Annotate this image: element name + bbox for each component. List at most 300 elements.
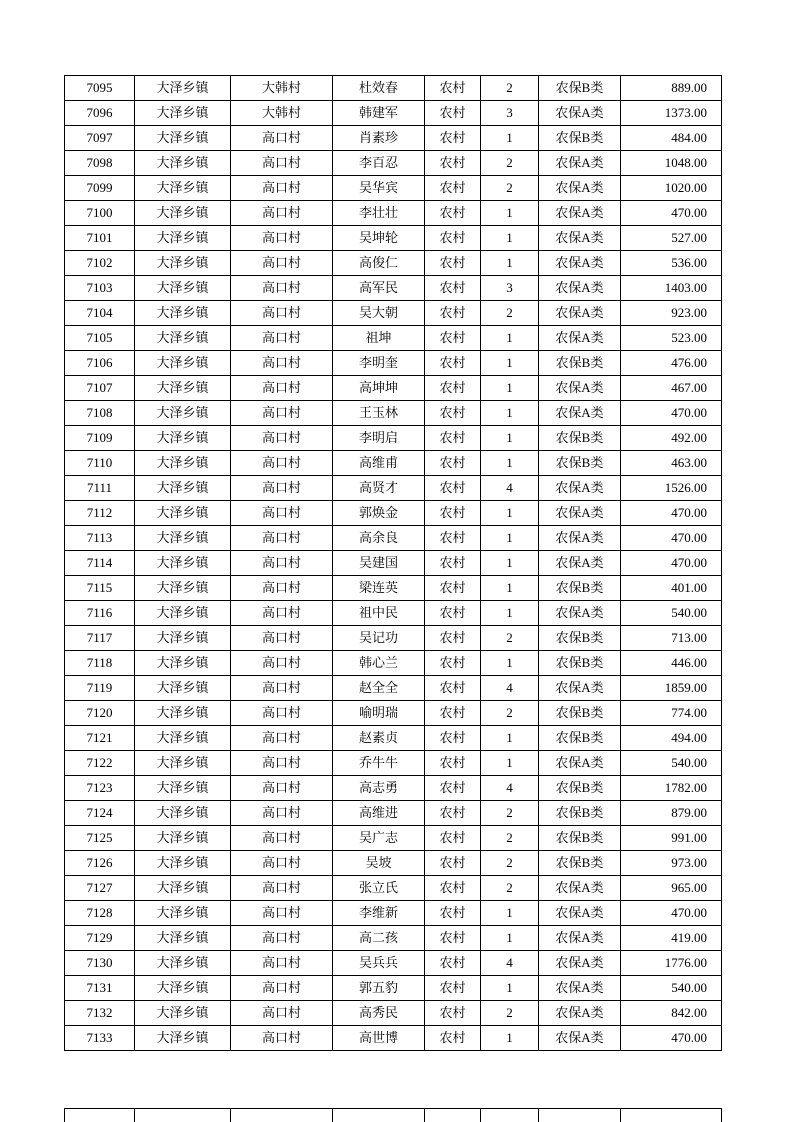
cell-amount: 540.00	[621, 751, 722, 776]
cell-type: 农村	[425, 901, 481, 926]
cell-town: 大泽乡镇	[135, 576, 231, 601]
cell-amount: 527.00	[621, 226, 722, 251]
cell-type: 农村	[425, 1001, 481, 1026]
cell-category: 农保B类	[539, 651, 621, 676]
cell-id: 7126	[65, 851, 135, 876]
cell-category: 农保A类	[539, 401, 621, 426]
table-row	[65, 701, 722, 726]
cell-town: 大泽乡镇	[135, 451, 231, 476]
cell-count: 3	[481, 101, 539, 126]
cell-village: 高口村	[231, 151, 333, 176]
cell-name: 吴坡	[333, 851, 425, 876]
cell-town: 大泽乡镇	[135, 926, 231, 951]
cell-count: 1	[481, 651, 539, 676]
cell-category: 农保B类	[539, 426, 621, 451]
cell-type: 农村	[425, 301, 481, 326]
cell-village: 高口村	[231, 776, 333, 801]
cell-amount: 446.00	[621, 651, 722, 676]
cell-name: 吴记功	[333, 626, 425, 651]
cell-count: 1	[481, 401, 539, 426]
cell-id: 7123	[65, 776, 135, 801]
cell-town: 大泽乡镇	[135, 476, 231, 501]
cell-id: 7111	[65, 476, 135, 501]
cell-count: 1	[481, 226, 539, 251]
cell-amount: 540.00	[621, 976, 722, 1001]
table-row	[65, 126, 722, 151]
cell-id: 7117	[65, 626, 135, 651]
cell-name: 高维进	[333, 801, 425, 826]
cell-count: 2	[481, 801, 539, 826]
cell-id: 7104	[65, 301, 135, 326]
cell-name: 高世博	[333, 1026, 425, 1051]
cell-village: 高口村	[231, 1001, 333, 1026]
cell-category: 农保B类	[539, 576, 621, 601]
cell-name: 祖坤	[333, 326, 425, 351]
cell-type: 农村	[425, 351, 481, 376]
table-row	[65, 651, 722, 676]
table-row	[65, 676, 722, 701]
cell-category: 农保A类	[539, 376, 621, 401]
cell-name: 李壮壮	[333, 201, 425, 226]
table-row	[65, 976, 722, 1001]
table-row	[65, 876, 722, 901]
cell-category: 农保A类	[539, 176, 621, 201]
cell-town: 大泽乡镇	[135, 751, 231, 776]
cell-category: 农保A类	[539, 276, 621, 301]
cell-type: 农村	[425, 926, 481, 951]
cell-village: 高口村	[231, 451, 333, 476]
cell-id: 7108	[65, 401, 135, 426]
partial-cell	[65, 1109, 135, 1122]
cell-amount: 463.00	[621, 451, 722, 476]
cell-type: 农村	[425, 651, 481, 676]
table-row	[65, 826, 722, 851]
cell-count: 1	[481, 751, 539, 776]
cell-id: 7130	[65, 951, 135, 976]
cell-type: 农村	[425, 976, 481, 1001]
cell-amount: 470.00	[621, 1026, 722, 1051]
cell-village: 高口村	[231, 976, 333, 1001]
cell-town: 大泽乡镇	[135, 151, 231, 176]
partial-cell	[333, 1109, 425, 1122]
cell-amount: 923.00	[621, 301, 722, 326]
cell-name: 梁连英	[333, 576, 425, 601]
cell-category: 农保A类	[539, 926, 621, 951]
cell-amount: 1048.00	[621, 151, 722, 176]
cell-category: 农保B类	[539, 701, 621, 726]
cell-id: 7099	[65, 176, 135, 201]
cell-amount: 470.00	[621, 401, 722, 426]
partial-cell	[231, 1109, 333, 1122]
cell-town: 大泽乡镇	[135, 276, 231, 301]
cell-name: 韩建军	[333, 101, 425, 126]
cell-count: 2	[481, 851, 539, 876]
cell-type: 农村	[425, 151, 481, 176]
cell-count: 1	[481, 126, 539, 151]
cell-id: 7128	[65, 901, 135, 926]
cell-village: 高口村	[231, 176, 333, 201]
cell-town: 大泽乡镇	[135, 776, 231, 801]
cell-name: 喻明瑞	[333, 701, 425, 726]
cell-amount: 1403.00	[621, 276, 722, 301]
cell-category: 农保A类	[539, 226, 621, 251]
cell-amount: 401.00	[621, 576, 722, 601]
cell-category: 农保A类	[539, 201, 621, 226]
table-row	[65, 1001, 722, 1026]
cell-village: 高口村	[231, 726, 333, 751]
cell-count: 1	[481, 451, 539, 476]
table-row	[65, 301, 722, 326]
cell-village: 高口村	[231, 926, 333, 951]
partial-cell	[539, 1109, 621, 1122]
cell-type: 农村	[425, 951, 481, 976]
cell-count: 1	[481, 501, 539, 526]
cell-town: 大泽乡镇	[135, 501, 231, 526]
cell-count: 1	[481, 926, 539, 951]
cell-count: 1	[481, 901, 539, 926]
cell-name: 李明启	[333, 426, 425, 451]
cell-name: 王玉林	[333, 401, 425, 426]
cell-village: 高口村	[231, 226, 333, 251]
cell-name: 李明奎	[333, 351, 425, 376]
cell-amount: 523.00	[621, 326, 722, 351]
cell-type: 农村	[425, 676, 481, 701]
cell-type: 农村	[425, 326, 481, 351]
cell-id: 7102	[65, 251, 135, 276]
table-row-partial	[65, 1109, 722, 1122]
partial-cell	[425, 1109, 481, 1122]
table-row	[65, 901, 722, 926]
cell-amount: 419.00	[621, 926, 722, 951]
cell-count: 1	[481, 201, 539, 226]
cell-type: 农村	[425, 426, 481, 451]
cell-amount: 494.00	[621, 726, 722, 751]
cell-type: 农村	[425, 201, 481, 226]
cell-town: 大泽乡镇	[135, 76, 231, 101]
table-row	[65, 76, 722, 101]
cell-village: 高口村	[231, 676, 333, 701]
cell-count: 1	[481, 601, 539, 626]
cell-type: 农村	[425, 101, 481, 126]
cell-category: 农保B类	[539, 851, 621, 876]
cell-category: 农保B类	[539, 626, 621, 651]
cell-amount: 842.00	[621, 1001, 722, 1026]
cell-village: 高口村	[231, 501, 333, 526]
cell-amount: 774.00	[621, 701, 722, 726]
cell-id: 7112	[65, 501, 135, 526]
cell-count: 1	[481, 576, 539, 601]
cell-count: 2	[481, 701, 539, 726]
cell-id: 7113	[65, 526, 135, 551]
cell-count: 2	[481, 876, 539, 901]
cell-type: 农村	[425, 801, 481, 826]
cell-count: 2	[481, 826, 539, 851]
cell-id: 7109	[65, 426, 135, 451]
cell-village: 高口村	[231, 751, 333, 776]
cell-name: 赵全全	[333, 676, 425, 701]
cell-town: 大泽乡镇	[135, 526, 231, 551]
cell-count: 1	[481, 976, 539, 1001]
cell-id: 7101	[65, 226, 135, 251]
table-row	[65, 251, 722, 276]
cell-category: 农保B类	[539, 776, 621, 801]
cell-town: 大泽乡镇	[135, 301, 231, 326]
cell-count: 2	[481, 301, 539, 326]
cell-count: 2	[481, 176, 539, 201]
cell-village: 高口村	[231, 576, 333, 601]
cell-town: 大泽乡镇	[135, 426, 231, 451]
cell-count: 1	[481, 351, 539, 376]
cell-id: 7119	[65, 676, 135, 701]
table-row	[65, 176, 722, 201]
table-row	[65, 951, 722, 976]
table-row	[65, 401, 722, 426]
cell-category: 农保B类	[539, 801, 621, 826]
cell-category: 农保A类	[539, 976, 621, 1001]
cell-village: 高口村	[231, 251, 333, 276]
cell-name: 吴广志	[333, 826, 425, 851]
cell-name: 吴坤轮	[333, 226, 425, 251]
table-row	[65, 101, 722, 126]
cell-town: 大泽乡镇	[135, 901, 231, 926]
cell-name: 高志勇	[333, 776, 425, 801]
table-row	[65, 551, 722, 576]
cell-id: 7107	[65, 376, 135, 401]
cell-type: 农村	[425, 526, 481, 551]
partial-next-row	[64, 1108, 722, 1122]
cell-village: 高口村	[231, 551, 333, 576]
cell-name: 乔牛牛	[333, 751, 425, 776]
cell-id: 7133	[65, 1026, 135, 1051]
cell-village: 高口村	[231, 126, 333, 151]
cell-type: 农村	[425, 751, 481, 776]
cell-count: 1	[481, 426, 539, 451]
cell-id: 7116	[65, 601, 135, 626]
cell-category: 农保A类	[539, 151, 621, 176]
cell-town: 大泽乡镇	[135, 201, 231, 226]
cell-count: 2	[481, 151, 539, 176]
table-row	[65, 601, 722, 626]
cell-village: 高口村	[231, 351, 333, 376]
cell-type: 农村	[425, 401, 481, 426]
cell-town: 大泽乡镇	[135, 326, 231, 351]
cell-name: 李百忍	[333, 151, 425, 176]
cell-category: 农保A类	[539, 526, 621, 551]
cell-name: 高贤才	[333, 476, 425, 501]
cell-amount: 1373.00	[621, 101, 722, 126]
cell-village: 高口村	[231, 651, 333, 676]
table-row	[65, 276, 722, 301]
cell-village: 高口村	[231, 526, 333, 551]
cell-town: 大泽乡镇	[135, 801, 231, 826]
cell-amount: 1782.00	[621, 776, 722, 801]
table-row	[65, 326, 722, 351]
cell-type: 农村	[425, 176, 481, 201]
cell-village: 高口村	[231, 951, 333, 976]
cell-amount: 492.00	[621, 426, 722, 451]
cell-amount: 467.00	[621, 376, 722, 401]
cell-town: 大泽乡镇	[135, 651, 231, 676]
cell-category: 农保A类	[539, 751, 621, 776]
cell-type: 农村	[425, 76, 481, 101]
table-row	[65, 626, 722, 651]
cell-name: 韩心兰	[333, 651, 425, 676]
table-row	[65, 376, 722, 401]
cell-village: 大韩村	[231, 101, 333, 126]
cell-count: 2	[481, 626, 539, 651]
cell-amount: 470.00	[621, 551, 722, 576]
cell-type: 农村	[425, 476, 481, 501]
cell-id: 7124	[65, 801, 135, 826]
cell-village: 高口村	[231, 626, 333, 651]
cell-amount: 476.00	[621, 351, 722, 376]
cell-name: 吴兵兵	[333, 951, 425, 976]
cell-category: 农保B类	[539, 451, 621, 476]
cell-category: 农保A类	[539, 101, 621, 126]
cell-type: 农村	[425, 826, 481, 851]
cell-category: 农保A类	[539, 251, 621, 276]
cell-amount: 540.00	[621, 601, 722, 626]
cell-category: 农保A类	[539, 301, 621, 326]
cell-category: 农保A类	[539, 476, 621, 501]
cell-amount: 1526.00	[621, 476, 722, 501]
cell-town: 大泽乡镇	[135, 626, 231, 651]
cell-amount: 965.00	[621, 876, 722, 901]
cell-name: 郭五豹	[333, 976, 425, 1001]
cell-village: 高口村	[231, 401, 333, 426]
cell-category: 农保A类	[539, 501, 621, 526]
cell-count: 1	[481, 726, 539, 751]
cell-type: 农村	[425, 376, 481, 401]
cell-village: 高口村	[231, 326, 333, 351]
cell-count: 1	[481, 526, 539, 551]
cell-count: 2	[481, 1001, 539, 1026]
cell-type: 农村	[425, 876, 481, 901]
cell-count: 4	[481, 776, 539, 801]
cell-id: 7114	[65, 551, 135, 576]
cell-type: 农村	[425, 701, 481, 726]
cell-id: 7095	[65, 76, 135, 101]
cell-amount: 470.00	[621, 901, 722, 926]
cell-amount: 470.00	[621, 526, 722, 551]
cell-amount: 1020.00	[621, 176, 722, 201]
cell-name: 高军民	[333, 276, 425, 301]
cell-count: 3	[481, 276, 539, 301]
cell-village: 高口村	[231, 476, 333, 501]
cell-type: 农村	[425, 726, 481, 751]
cell-category: 农保A类	[539, 676, 621, 701]
cell-category: 农保B类	[539, 726, 621, 751]
partial-cell	[481, 1109, 539, 1122]
cell-town: 大泽乡镇	[135, 851, 231, 876]
table-row	[65, 751, 722, 776]
table-row	[65, 776, 722, 801]
cell-village: 高口村	[231, 876, 333, 901]
cell-id: 7115	[65, 576, 135, 601]
table-row	[65, 451, 722, 476]
cell-id: 7105	[65, 326, 135, 351]
cell-village: 高口村	[231, 1026, 333, 1051]
cell-amount: 470.00	[621, 501, 722, 526]
cell-type: 农村	[425, 226, 481, 251]
cell-category: 农保A类	[539, 1026, 621, 1051]
cell-id: 7131	[65, 976, 135, 1001]
cell-town: 大泽乡镇	[135, 251, 231, 276]
cell-count: 1	[481, 551, 539, 576]
cell-village: 高口村	[231, 301, 333, 326]
cell-type: 农村	[425, 1026, 481, 1051]
cell-name: 郭焕金	[333, 501, 425, 526]
cell-village: 高口村	[231, 701, 333, 726]
cell-amount: 484.00	[621, 126, 722, 151]
cell-town: 大泽乡镇	[135, 376, 231, 401]
cell-town: 大泽乡镇	[135, 1001, 231, 1026]
cell-name: 李维新	[333, 901, 425, 926]
cell-id: 7106	[65, 351, 135, 376]
cell-type: 农村	[425, 251, 481, 276]
cell-town: 大泽乡镇	[135, 351, 231, 376]
cell-village: 高口村	[231, 601, 333, 626]
table-body	[65, 76, 722, 1051]
cell-count: 1	[481, 326, 539, 351]
cell-count: 1	[481, 376, 539, 401]
table-row	[65, 726, 722, 751]
table-row	[65, 201, 722, 226]
cell-amount: 991.00	[621, 826, 722, 851]
cell-id: 7100	[65, 201, 135, 226]
cell-type: 农村	[425, 551, 481, 576]
cell-name: 祖中民	[333, 601, 425, 626]
cell-name: 杜效春	[333, 76, 425, 101]
table-row	[65, 526, 722, 551]
cell-category: 农保A类	[539, 876, 621, 901]
cell-name: 吴大朝	[333, 301, 425, 326]
cell-amount: 470.00	[621, 201, 722, 226]
cell-amount: 536.00	[621, 251, 722, 276]
cell-id: 7120	[65, 701, 135, 726]
cell-category: 农保B类	[539, 351, 621, 376]
cell-village: 大韩村	[231, 76, 333, 101]
cell-town: 大泽乡镇	[135, 176, 231, 201]
table-row	[65, 926, 722, 951]
cell-count: 2	[481, 76, 539, 101]
cell-id: 7096	[65, 101, 135, 126]
cell-town: 大泽乡镇	[135, 676, 231, 701]
cell-town: 大泽乡镇	[135, 101, 231, 126]
cell-count: 1	[481, 251, 539, 276]
table-row	[65, 501, 722, 526]
cell-town: 大泽乡镇	[135, 876, 231, 901]
table-row	[65, 226, 722, 251]
cell-id: 7097	[65, 126, 135, 151]
cell-id: 7125	[65, 826, 135, 851]
cell-town: 大泽乡镇	[135, 701, 231, 726]
cell-amount: 1859.00	[621, 676, 722, 701]
cell-amount: 889.00	[621, 76, 722, 101]
cell-id: 7121	[65, 726, 135, 751]
cell-name: 高坤坤	[333, 376, 425, 401]
cell-id: 7098	[65, 151, 135, 176]
subsidy-table	[64, 75, 722, 1051]
cell-name: 吴建国	[333, 551, 425, 576]
cell-village: 高口村	[231, 201, 333, 226]
cell-town: 大泽乡镇	[135, 726, 231, 751]
cell-type: 农村	[425, 576, 481, 601]
cell-amount: 713.00	[621, 626, 722, 651]
cell-name: 高秀民	[333, 1001, 425, 1026]
cell-category: 农保A类	[539, 326, 621, 351]
cell-category: 农保A类	[539, 551, 621, 576]
